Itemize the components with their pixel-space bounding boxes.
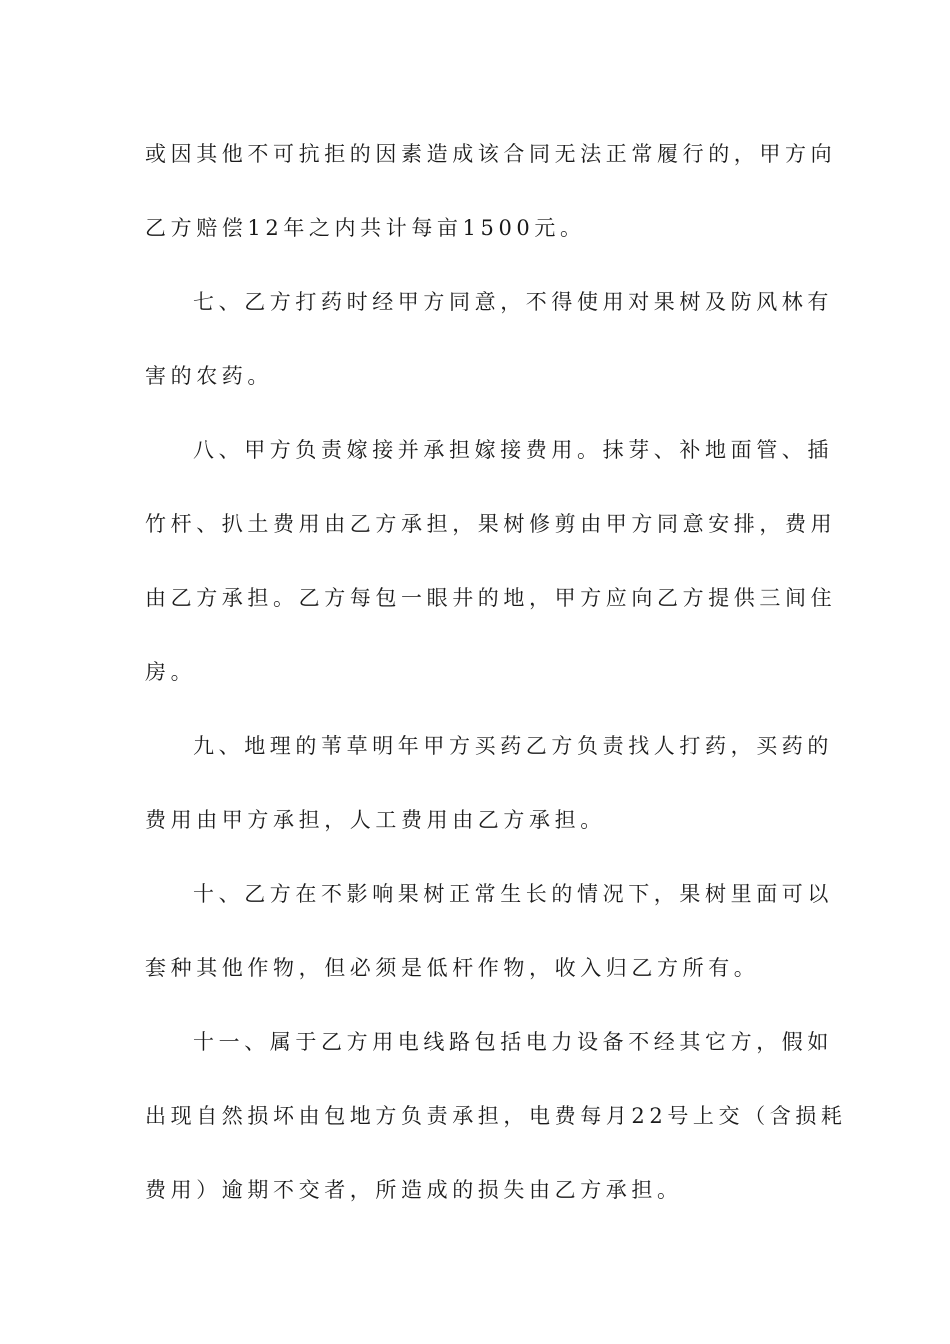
- text-line: 害的农药。: [145, 364, 273, 388]
- paragraph-start-line: 十、乙方在不影响果树正常生长的情况下，果树里面可以: [193, 882, 833, 906]
- text-line: 费用）逾期不交者，所造成的损失由乙方承担。: [145, 1178, 683, 1202]
- text-line: 或因其他不可抗拒的因素造成该合同无法正常履行的，甲方向: [145, 142, 837, 166]
- paragraph-start-line: 十一、属于乙方用电线路包括电力设备不经其它方，假如: [193, 1030, 833, 1054]
- text-line: 出现自然损坏由包地方负责承担，电费每月22号上交（含损耗: [145, 1104, 847, 1128]
- paragraph-start-line: 八、甲方负责嫁接并承担嫁接费用。抹芽、补地面管、插: [193, 438, 833, 462]
- text-line: 由乙方承担。乙方每包一眼井的地，甲方应向乙方提供三间住: [145, 586, 837, 610]
- text-line: 竹杆、扒土费用由乙方承担，果树修剪由甲方同意安排，费用: [145, 512, 837, 536]
- paragraph-start-line: 九、地理的苇草明年甲方买药乙方负责找人打药，买药的: [193, 734, 833, 758]
- text-line: 套种其他作物，但必须是低杆作物，收入归乙方所有。: [145, 956, 760, 980]
- paragraph-start-line: 七、乙方打药时经甲方同意，不得使用对果树及防风林有: [193, 290, 833, 314]
- text-line: 乙方赔偿12年之内共计每亩1500元。: [145, 216, 586, 240]
- text-line: 房。: [145, 660, 197, 684]
- text-line: 费用由甲方承担，人工费用由乙方承担。: [145, 808, 606, 832]
